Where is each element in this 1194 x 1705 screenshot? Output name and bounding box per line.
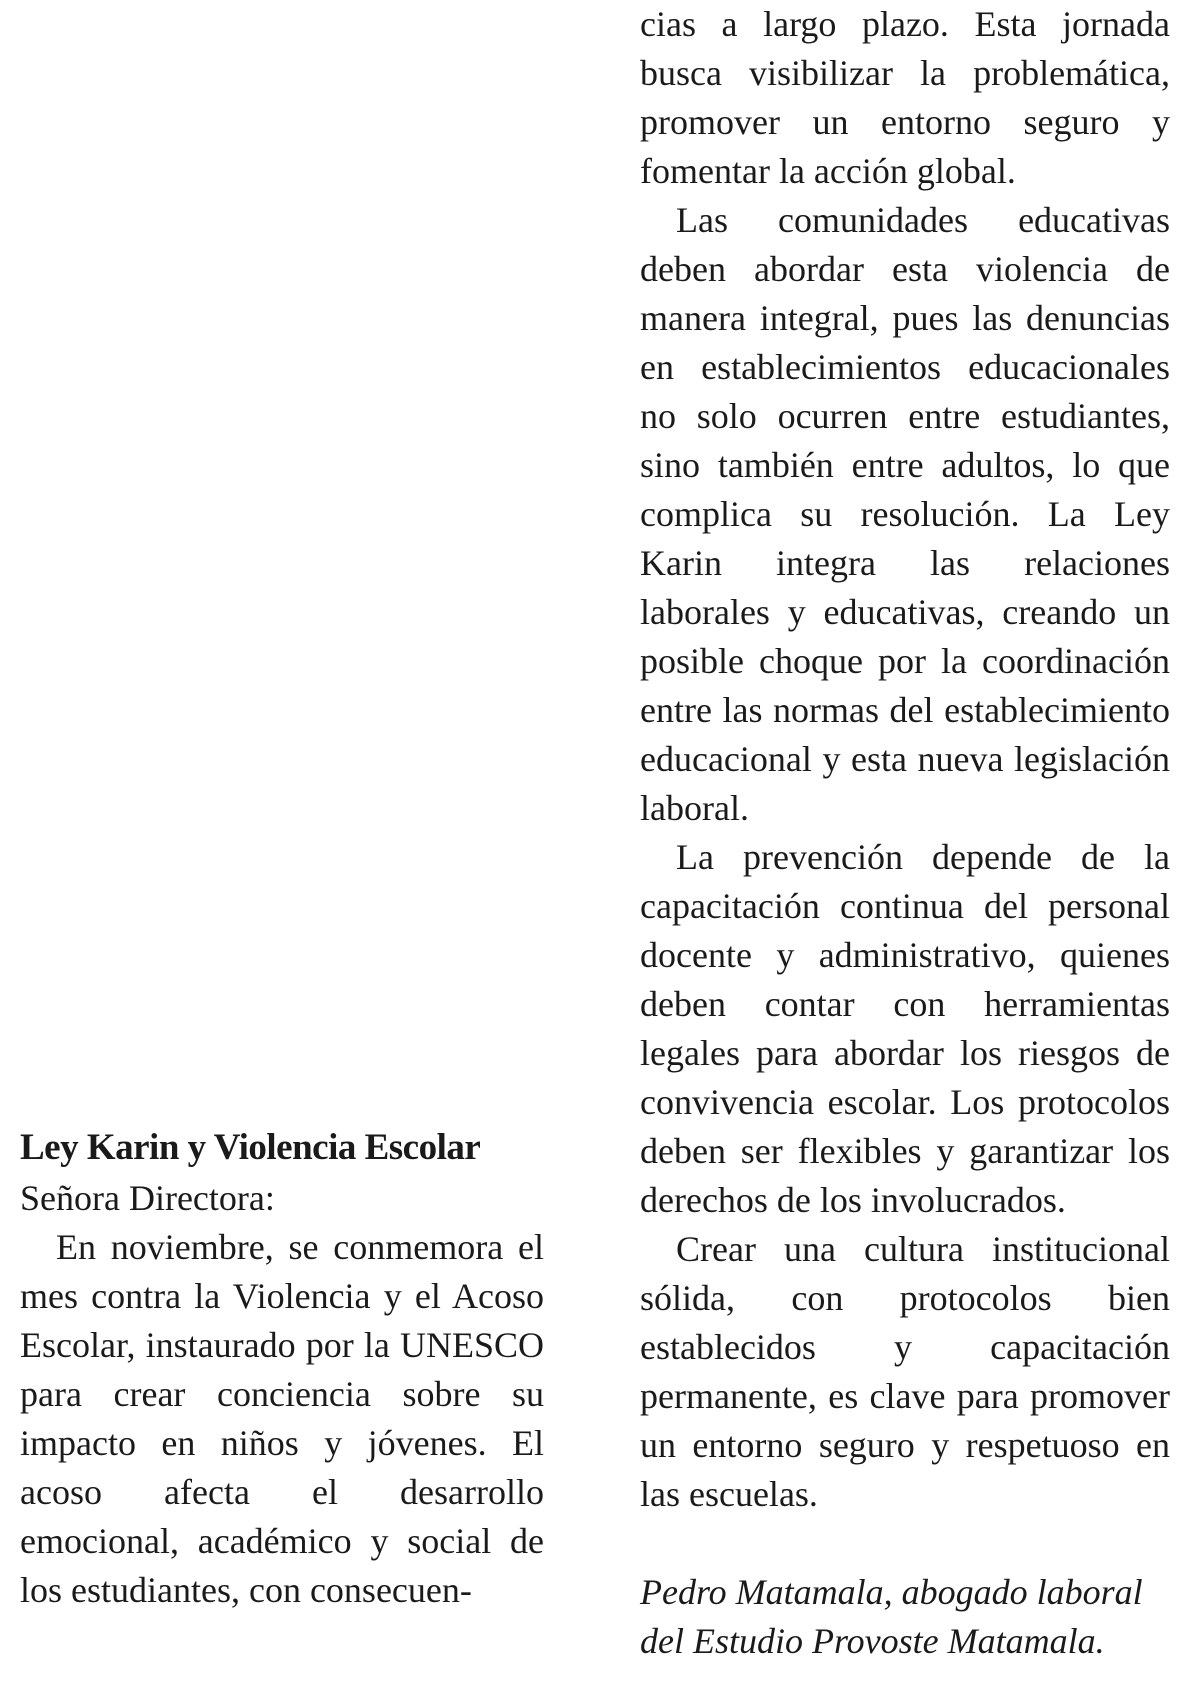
letter-body-left	[20, 1125, 544, 1615]
letter-column-right	[640, 0, 1170, 1666]
paragraph-2: Las comunidades educativas deben abordar esta violencia de manera integral, pues las denuncias en establecimientos educacionales no solo ocurren entre estudiantes, sino también entre adultos, lo que complica su resolución. La Ley Karin integra las relaciones laborales y educativas, creando un posible choque por la coordinación entre las normas del establecimiento educacional y esta nueva legislación laboral.	[640, 200, 1170, 828]
paragraph-3: La prevención depende de la capacitación continua del personal docente y administrativo, quienes deben contar con herramientas legales para abordar los riesgos de convivencia escolar. Los protocolos deben ser flexibles y garantizar los derechos de los involucrados.	[640, 837, 1170, 1220]
letter-title: Ley Karin y Violencia Escolar	[20, 1127, 481, 1168]
spacer	[20, 1125, 544, 1174]
paragraph-4: Crear una cultura institucional sólida, con protocolos bien establecidos y capacitación permanente, es clave para promover un entorno seguro y respetuoso en las escuelas.	[640, 1229, 1170, 1514]
paragraph-1-part-1: En noviembre, se conmemora el mes contra la Violencia y el Acoso Escolar, instaurado por la UNESCO para crear conciencia sobre su impacto en niños y jóvenes. El acoso afecta el desarrollo emocional, académico y social de los estudiantes, con consecuen-	[20, 1227, 544, 1610]
signature: Pedro Matamala, abogado laboral del Estudio Provoste Matamala.	[640, 1572, 1143, 1661]
paragraph-1-part-2: cias a largo plazo. Esta jornada busca visibilizar la problemática, promover un entorno seguro y fomentar la acción global.	[640, 4, 1170, 191]
salutation: Señora Directora:	[20, 1178, 275, 1218]
